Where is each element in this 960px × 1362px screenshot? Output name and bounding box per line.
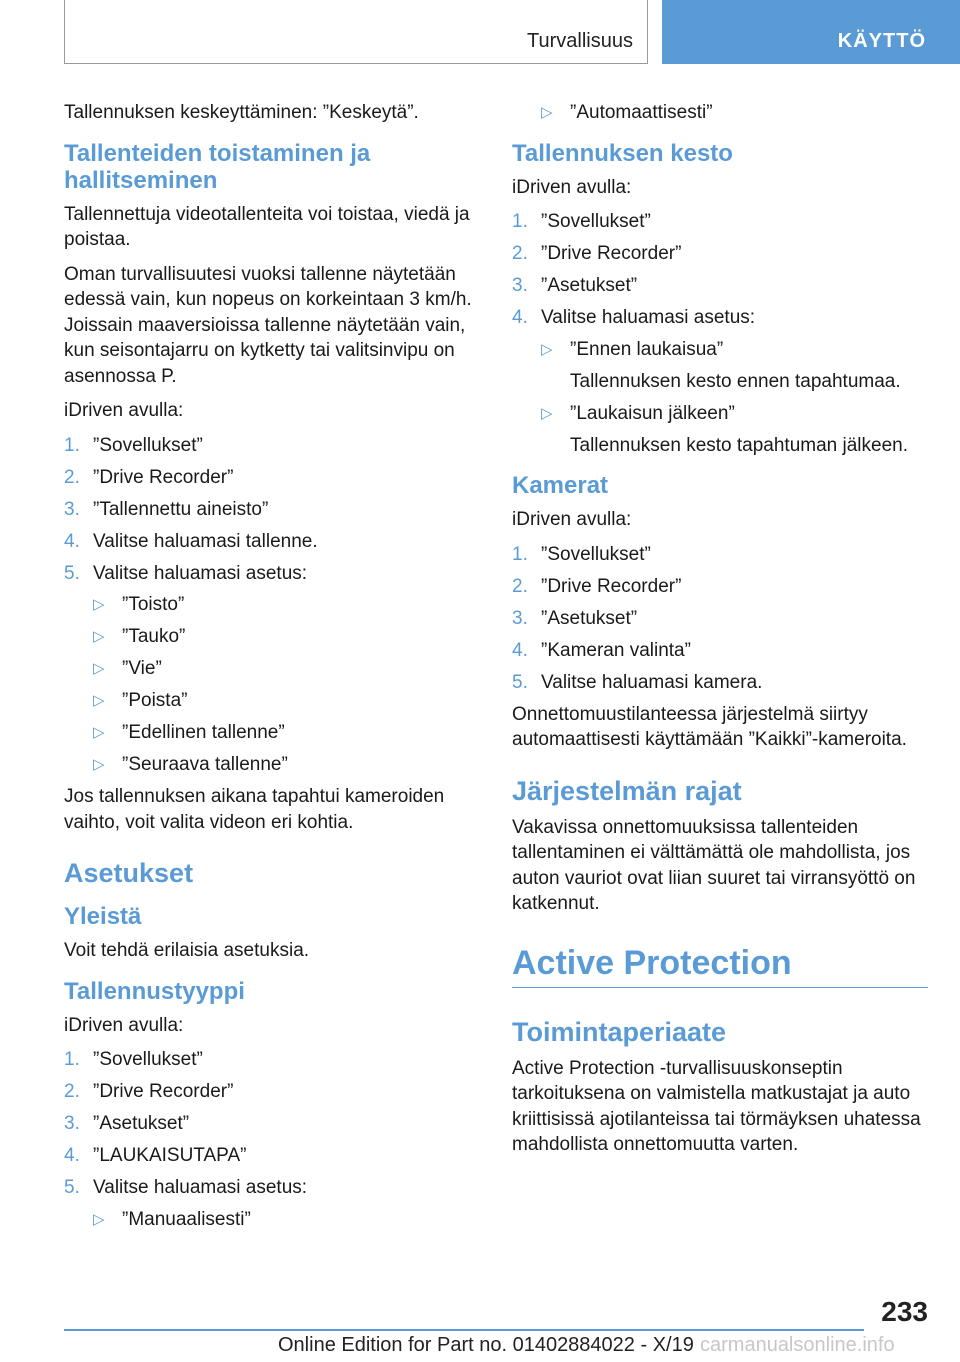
list-item	[93, 752, 480, 778]
paragraph-general: Voit tehdä erilaisia asetuksia.	[64, 940, 310, 961]
heading-settings: Asetukset	[64, 858, 194, 888]
step-number: 3.	[512, 275, 528, 296]
step-text: ”Tallennettu aineisto”	[93, 498, 269, 520]
step-number: 4.	[512, 639, 528, 661]
heading-playback: Tallenteiden toistaminen ja hallitseminen	[64, 139, 371, 194]
option-text: ”Seuraava tallenne”	[122, 754, 288, 775]
watermark: carmanualsonline.info	[700, 1334, 895, 1356]
triangle-bullet-icon: ▷	[541, 340, 553, 358]
step-number: 3.	[64, 1113, 80, 1134]
list-item	[512, 670, 928, 696]
header-section-box	[64, 0, 648, 64]
option-text: ”Vie”	[122, 658, 162, 679]
heading-recording-type: Tallennustyyppi	[64, 977, 245, 1005]
step-number: 4.	[64, 1145, 80, 1166]
list-item	[64, 1175, 480, 1232]
list-item	[64, 1079, 480, 1105]
paragraph-system-limits: Vakavissa onnettomuuksissa tallenteiden tallentaminen ei välttämättä ole mahdollista, jos auton vauriot ovat liian suuret tai virransyöttö on katkennut.	[512, 816, 916, 914]
list-item	[64, 497, 480, 523]
paragraph-principle: Active Protection -turvallisuuskonseptin tarkoituksena on valmistella matkustajat ja auto kriittisissä ajotilanteissa tai törmäyksen uhatessa mahdollista onnettomuutta varten.	[512, 1057, 921, 1155]
options-list	[93, 1207, 480, 1233]
step-number: 2.	[512, 575, 528, 597]
option-text: ”Ennen laukaisua”	[570, 338, 724, 360]
step-text: ”Sovellukset”	[93, 434, 203, 456]
list-item	[93, 688, 480, 714]
step-text: ”Drive Recorder”	[541, 575, 682, 597]
step-number: 2.	[64, 466, 80, 488]
step-number: 1.	[64, 1049, 80, 1070]
step-text: ”Drive Recorder”	[93, 1081, 234, 1102]
list-item	[93, 720, 480, 746]
steps-list	[64, 433, 480, 778]
list-item	[64, 1047, 480, 1073]
paragraph-idrive: iDriven avulla:	[512, 509, 632, 530]
step-text: Valitse haluamasi asetus:	[93, 562, 308, 584]
step-text: Valitse haluamasi asetus:	[93, 1177, 308, 1198]
list-item	[541, 337, 928, 395]
list-item	[541, 401, 928, 459]
list-item	[512, 209, 928, 235]
option-text: ”Laukaisun jälkeen”	[570, 402, 735, 424]
triangle-bullet-icon: ▷	[93, 596, 105, 613]
step-text: ”Sovellukset”	[93, 1049, 203, 1070]
options-list	[93, 592, 480, 778]
steps-list	[512, 209, 928, 458]
step-text: ”Sovellukset”	[541, 543, 651, 565]
step-number: 1.	[512, 211, 528, 232]
right-column	[512, 100, 928, 1167]
options-list	[512, 100, 928, 126]
step-text: Valitse haluamasi kamera.	[541, 671, 763, 693]
list-item	[64, 1111, 480, 1137]
heading-principle: Toimintaperiaate	[512, 1016, 727, 1047]
step-number: 3.	[512, 607, 528, 629]
option-description: Tallennuksen kesto tapahtuman jälkeen.	[570, 434, 909, 456]
footer-divider	[64, 1329, 864, 1331]
heading-system-limits: Järjestelmän rajat	[512, 775, 742, 806]
step-number: 3.	[64, 498, 80, 520]
step-text: ”LAUKAISUTAPA”	[93, 1145, 247, 1166]
chapter-tab-label: KÄYTTÖ	[837, 30, 926, 52]
step-text: ”Kameran valinta”	[541, 639, 691, 661]
list-item	[512, 606, 928, 632]
option-text: ”Toisto”	[122, 594, 185, 615]
triangle-bullet-icon: ▷	[93, 628, 105, 645]
option-text: ”Tauko”	[122, 626, 186, 647]
heading-active-protection: Active Protection	[512, 943, 928, 988]
list-item	[512, 241, 928, 267]
step-text: Valitse haluamasi asetus:	[541, 307, 756, 328]
step-number: 4.	[64, 530, 80, 552]
paragraph-playback-safety: Oman turvallisuutesi vuoksi tallenne näytetään edessä vain, kun nopeus on korkeintaan 3 km/h. Joissain maaversioissa tallenne näytetään vain, kun seisontajarru on kytketty tai valitsinvipu on asennossa P.	[64, 263, 472, 387]
step-number: 4.	[512, 307, 528, 328]
step-text: Valitse haluamasi tallenne.	[93, 530, 318, 552]
list-item	[64, 465, 480, 491]
step-number: 5.	[64, 562, 80, 584]
step-text: ”Asetukset”	[541, 607, 638, 629]
list-item	[64, 1143, 480, 1169]
list-item	[64, 561, 480, 778]
paragraph-idrive: iDriven avulla:	[64, 1014, 184, 1036]
step-number: 1.	[64, 434, 80, 456]
option-text: ”Automaattisesti”	[570, 102, 713, 123]
step-text: ”Drive Recorder”	[93, 466, 234, 488]
step-text: ”Drive Recorder”	[541, 243, 682, 264]
chapter-tab	[662, 0, 960, 64]
step-number: 5.	[64, 1177, 80, 1198]
heading-cameras: Kamerat	[512, 472, 609, 499]
list-item	[512, 542, 928, 568]
list-item	[512, 273, 928, 299]
step-number: 2.	[64, 1081, 80, 1102]
option-description: Tallennuksen kesto ennen tapahtumaa.	[570, 370, 901, 392]
paragraph-camera-switch: Jos tallennuksen aikana tapahtui kameroiden vaihto, voit valita videon eri kohtia.	[64, 786, 445, 833]
step-number: 5.	[512, 671, 528, 693]
options-list	[541, 337, 928, 459]
list-item	[512, 305, 928, 458]
list-item	[93, 656, 480, 682]
list-item	[93, 624, 480, 650]
triangle-bullet-icon: ▷	[541, 104, 553, 121]
list-item	[512, 574, 928, 600]
triangle-bullet-icon: ▷	[93, 1210, 105, 1228]
triangle-bullet-icon: ▷	[93, 756, 105, 773]
step-text: ”Asetukset”	[93, 1113, 190, 1134]
footer-edition: Online Edition for Part no. 01402884022 - X/19	[278, 1334, 694, 1356]
step-number: 2.	[512, 243, 528, 264]
section-title: Turvallisuus	[527, 30, 633, 52]
heading-duration: Tallennuksen kesto	[512, 139, 733, 167]
list-item	[93, 592, 480, 618]
list-item	[64, 529, 480, 555]
paragraph-idrive: iDriven avulla:	[64, 400, 184, 421]
option-text: ”Edellinen tallenne”	[122, 722, 285, 743]
option-text: ”Poista”	[122, 690, 188, 711]
paragraph-accident-cameras: Onnettomuustilanteessa järjestelmä siirtyy automaattisesti käyttämään ”Kaikki”-kameroita.	[512, 703, 907, 750]
list-item	[64, 433, 480, 459]
step-number: 1.	[512, 543, 528, 565]
triangle-bullet-icon: ▷	[93, 692, 105, 709]
list-item	[541, 100, 928, 126]
triangle-bullet-icon: ▷	[93, 724, 105, 741]
page-number: 233	[881, 1296, 928, 1327]
list-item	[93, 1207, 480, 1233]
step-text: ”Asetukset”	[541, 275, 638, 296]
paragraph-playback-intro: Tallennettuja videotallenteita voi toistaa, viedä ja poistaa.	[64, 203, 470, 250]
left-column	[64, 100, 480, 1239]
paragraph-idrive: iDriven avulla:	[512, 176, 632, 198]
step-text: ”Sovellukset”	[541, 211, 651, 232]
paragraph-pause-recording: Tallennuksen keskeyttäminen: ”Keskeytä”.	[64, 102, 419, 123]
option-text: ”Manuaalisesti”	[122, 1208, 251, 1230]
heading-general: Yleistä	[64, 903, 142, 930]
steps-list	[512, 542, 928, 696]
triangle-bullet-icon: ▷	[93, 660, 105, 677]
triangle-bullet-icon: ▷	[541, 404, 553, 422]
steps-list	[64, 1047, 480, 1232]
list-item	[512, 638, 928, 664]
